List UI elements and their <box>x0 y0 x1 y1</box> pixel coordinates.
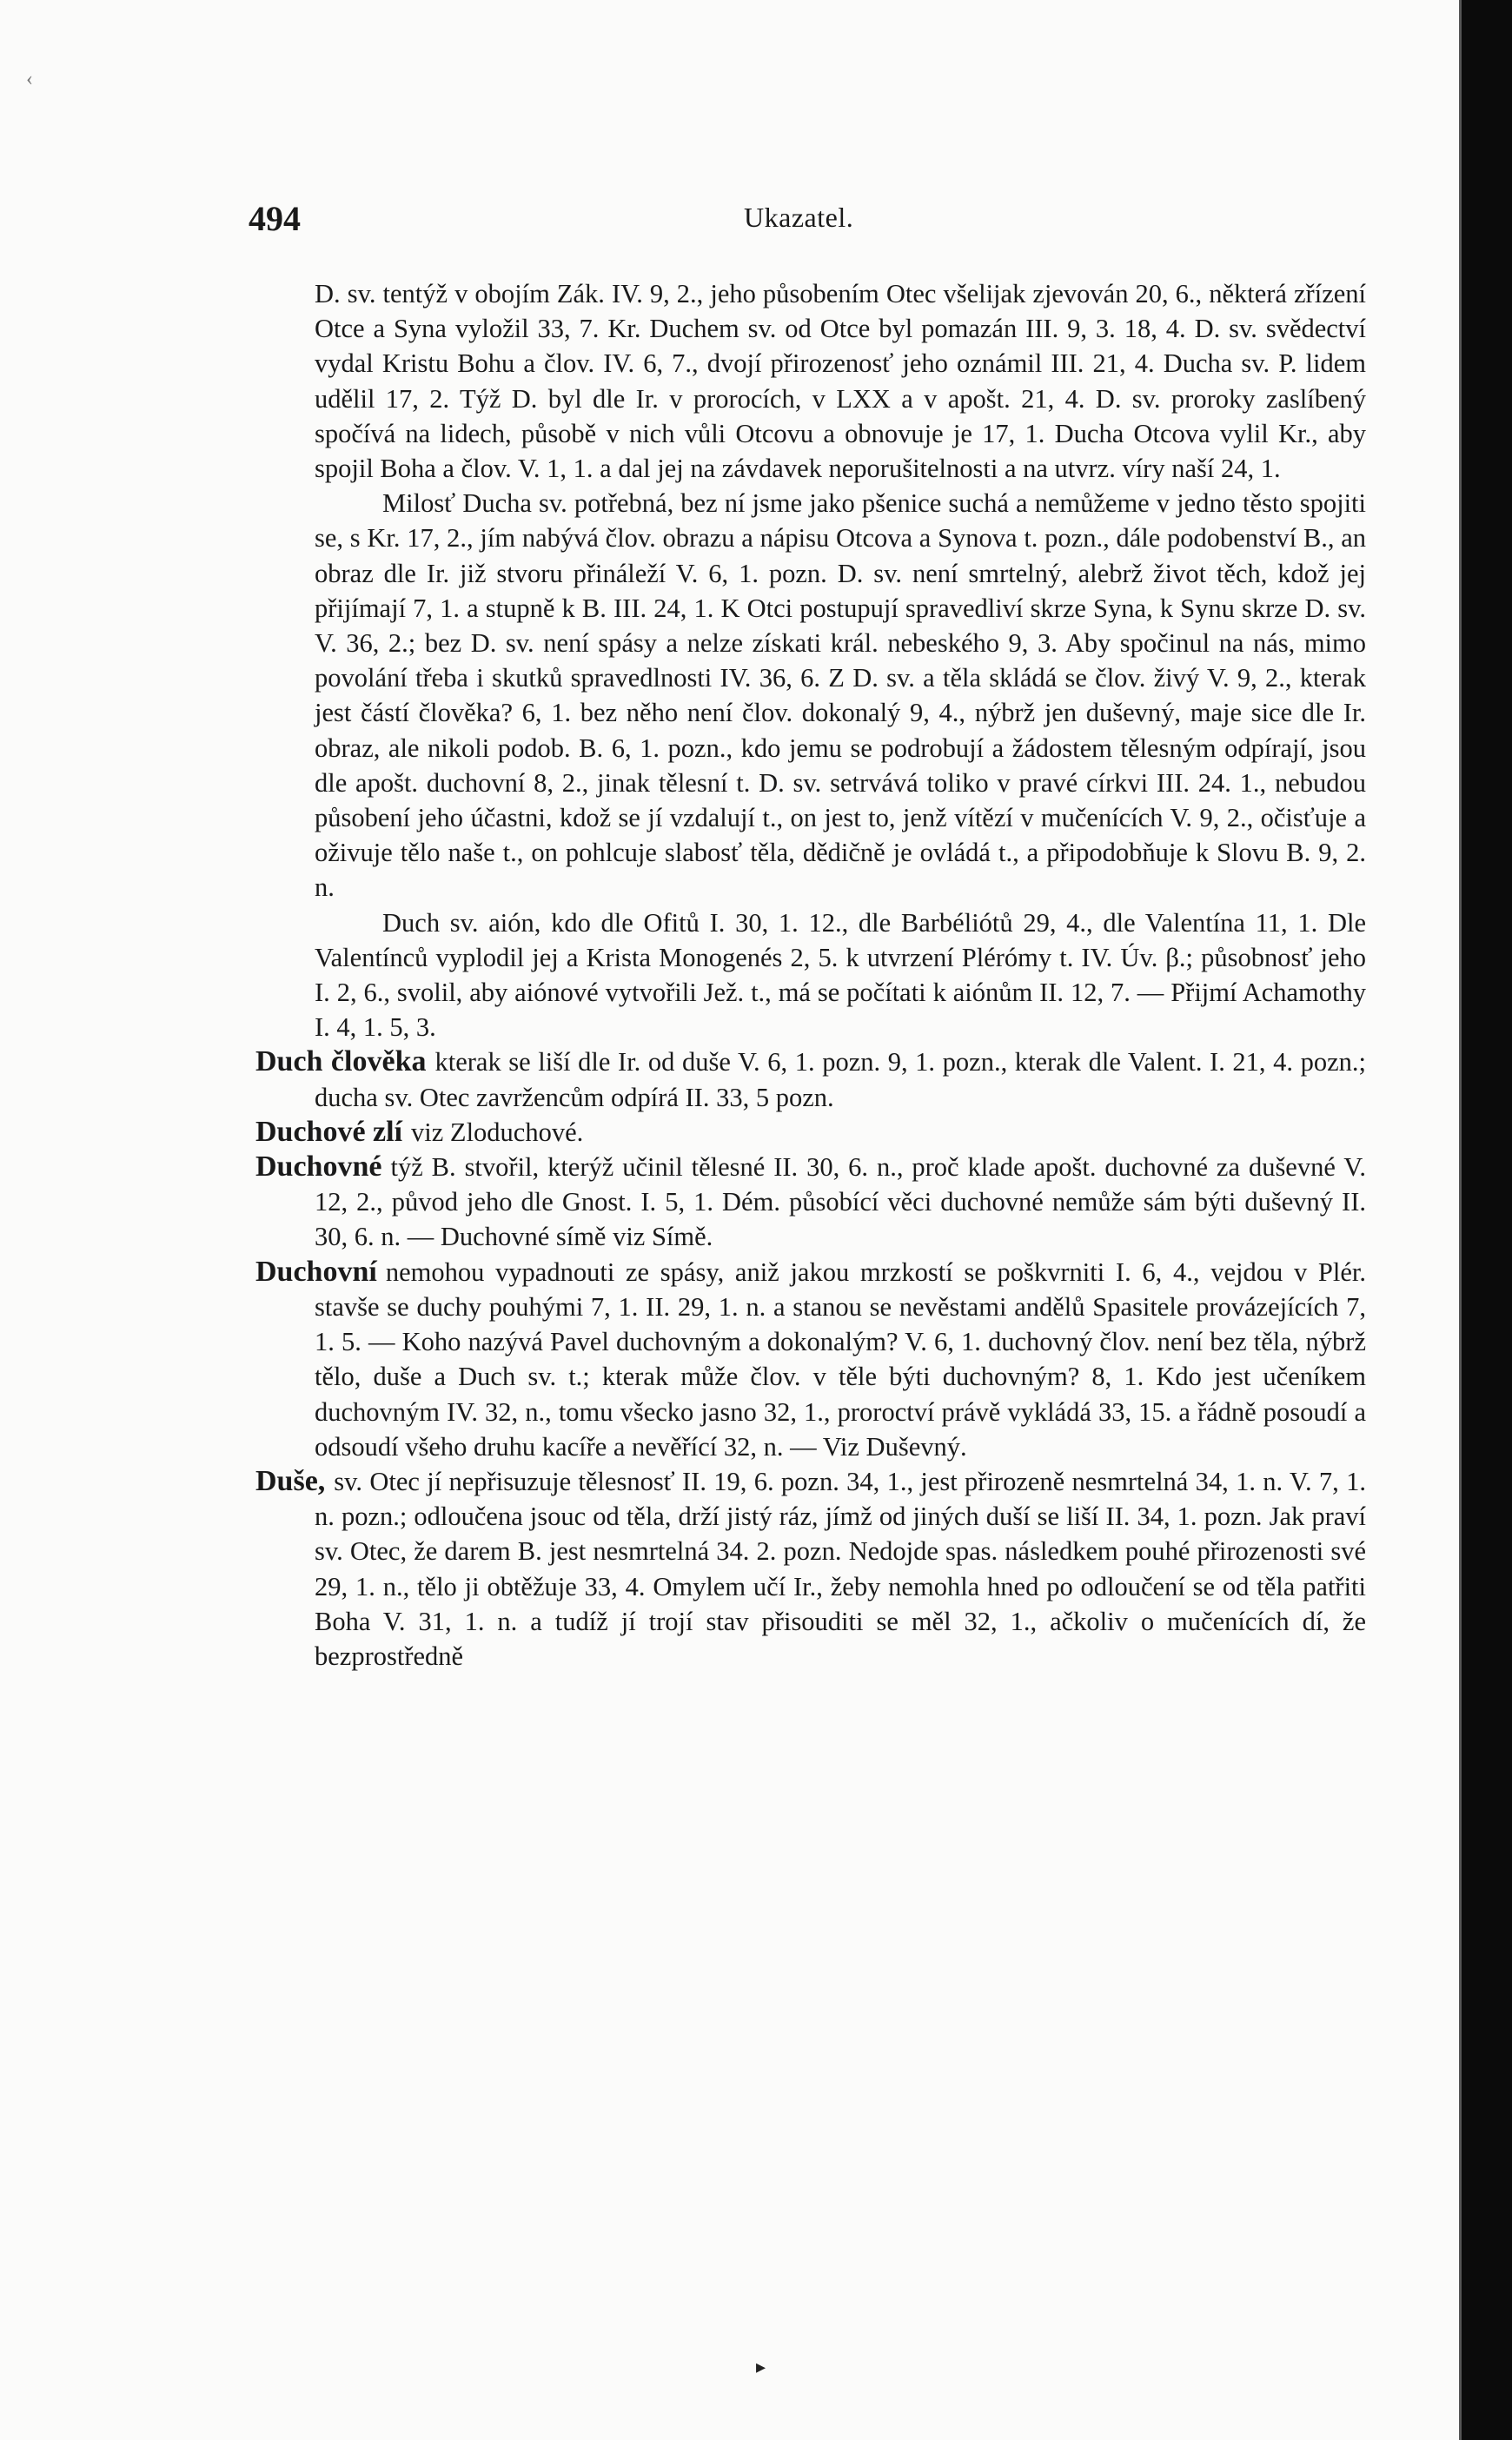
index-entry <box>255 1115 1366 1150</box>
entry-text: týž B. stvořil, kterýž učinil tělesné II. 30, 6. n., proč klade apošt. duchovné za duševné V. 12, 2., původ jeho dle Gnost. I. 5, 1. Dém. působící věci duchovné nemůže sám býti duševný II. 30, 6. n. — Duchovné símě viz Símě. <box>315 1152 1366 1252</box>
running-head: Ukazatel. <box>744 202 854 233</box>
entry-text: kterak se liší dle Ir. od duše V. 6, 1. pozn. 9, 1. pozn., kterak dle Valent. I. 21, 4. pozn.; ducha sv. Otec zavržencům odpírá II. 33, 5 pozn. <box>315 1047 1367 1112</box>
page-number: 494 <box>249 199 301 238</box>
index-entry <box>255 1150 1366 1255</box>
paragraph-text: Milosť Ducha sv. potřebná, bez ní jsme jako pšenice suchá a nemůžeme v jedno těsto spojiti se, s Kr. 17, 2., jím nabývá člov. obrazu a nápisu Otcova a Synova t. pozn., dále podobenství B., an obraz dle Ir. již stvoru přináleží V. 6, 1. pozn. D. sv. není smrtelný, alebrž život těch, kdož jej přijímají 7, 1. a stupně k B. III. 24, 1. K Otci postupují spravedliví skrze Syna, k Synu skrze D. sv. V. 36, 2.; bez D. sv. není spásy a nelze získati král. nebeského 9, 3. Aby spočinul na nás, mimo povolání třeba i skutků spravedlnosti IV. 36, 6. Z D. sv. a těla skládá se člov. živý V. 9, 2., kterak jest částí člověka? 6, 1. bez něho není člov. dokonalý 9, 4., nýbrž jen duševný, maje sice dle Ir. obraz, ale nikoli podob. B. 6, 1. pozn., kdo jemu se podrobují a žádostem tělesným odpírají, jsou dle apošt. duchovní 8, 2., jinak tělesní t. D. sv. setrvává toliko v pravé církvi III. 24. 1., nebudou působení jeho účastni, kdož se jí vzdalují t., on jest to, jenž vítězí v mučenících V. 9, 2., očisťuje a oživuje tělo naše t., on pohlcuje slabosť těla, dědičně je ovládá t., a připodobňuje k Slovu B. 9, 2. n. <box>315 488 1366 903</box>
index-entry <box>255 1255 1366 1464</box>
entry-headword: Duchové zlí <box>255 1115 403 1148</box>
paragraph-continuation <box>255 276 1366 486</box>
paragraph-indented <box>255 486 1366 905</box>
scan-border <box>1462 0 1512 2440</box>
paragraph-indented <box>255 905 1366 1045</box>
index-text <box>255 276 1366 1674</box>
entry-headword: Duchovní <box>255 1255 377 1288</box>
index-entry <box>255 1044 1366 1114</box>
entry-text: viz Zloduchové. <box>411 1117 584 1147</box>
entry-headword: Duch člověka <box>255 1045 427 1078</box>
page-header <box>249 198 1369 242</box>
entry-text: nemohou vypadnouti ze spásy, aniž jakou mrzkostí se poškvrniti I. 6, 4., vejdou v Plér. stavše se duchy pouhými 7, 1. II. 29, 1. n. a stanou se nevěstami andělů Spasitele provázejících 7, 1. 5. — Koho nazývá Pavel duchovným a dokonalým? V. 6, 1. duchovný člov. není bez těla, nýbrž tělo, duše a Duch sv. t.; kterak může člov. v těle býti duchovným? 8, 1. Kdo jest učeníkem duchovným IV. 32, n., tomu všecko jasno 32, 1., proroctví právě vykládá 33, 15. a řádně posoudí a odsoudí všeho druhu kacíře a nevěřící 32, n. — Viz Duševný. <box>315 1256 1366 1462</box>
entry-headword: Duchovné <box>255 1150 382 1184</box>
scan-speck: ‹ <box>26 68 33 90</box>
paragraph-text: Duch sv. aión, kdo dle Ofitů I. 30, 1. 12., dle Barbéliótů 29, 4., dle Valentína 11, 1. Dle Valentínců vyplodil jej a Krista Monogenés 2, 5. k utvrzení Plérómy t. IV. Úv. β.; působnosť jeho I. 2, 6., svolil, aby aiónové vytvořili Jež. t., má se počítati k aiónům II. 12, 7. — Přijmí Achamothy I. 4, 1. 5, 3. <box>315 907 1366 1043</box>
entry-headword: Duše, <box>255 1464 326 1497</box>
printer-mark: ▸ <box>756 2356 766 2377</box>
index-entry <box>255 1464 1366 1674</box>
entry-text: sv. Otec jí nepřisuzuje tělesnosť II. 19, 6. pozn. 34, 1., jest přirozeně nesmrtelná 34, 1. n. V. 7, 1. n. pozn.; odloučena jsouc od těla, drží jistý ráz, jímž od jiných duší se liší II. 34, 1. pozn. Jak praví sv. Otec, že darem B. jest nesmrtelná 34. 2. pozn. Nedojde spas. následkem pouhé přirozenosti své 29, 1. n., tělo ji obtěžuje 33, 4. Omylem učí Ir., žeby nemohla hned po odloučení se od těla patřiti Boha V. 31, 1. n. a tudíž jí trojí stav přisouditi se měl 32, 1., ačkoliv o mučenících dí, že bezprostředně <box>315 1466 1366 1671</box>
paragraph-text: D. sv. tentýž v obojím Zák. IV. 9, 2., jeho působením Otec všelijak zjevován 20, 6., některá zřízení Otce a Syna vyložil 33, 7. Kr. Duchem sv. od Otce byl pomazán III. 9, 3. 18, 4. D. sv. svědectví vydal Kristu Bohu a člov. IV. 6, 7., dvojí přirozenosť jeho oznámil III. 21, 4. Ducha sv. P. lidem udělil 17, 2. Týž D. byl dle Ir. v prorocích, v LXX a v apošt. 21, 4. D. sv. proroky zaslíbený spočívá na lidech, působě v nich vůli Otcovu a obnovuje je 17, 1. Ducha Otcova vylil Kr., aby spojil Boha a člov. V. 1, 1. a dal jej na závdavek neporušitelnosti a na utvrz. víry naší 24, 1. <box>315 279 1366 484</box>
